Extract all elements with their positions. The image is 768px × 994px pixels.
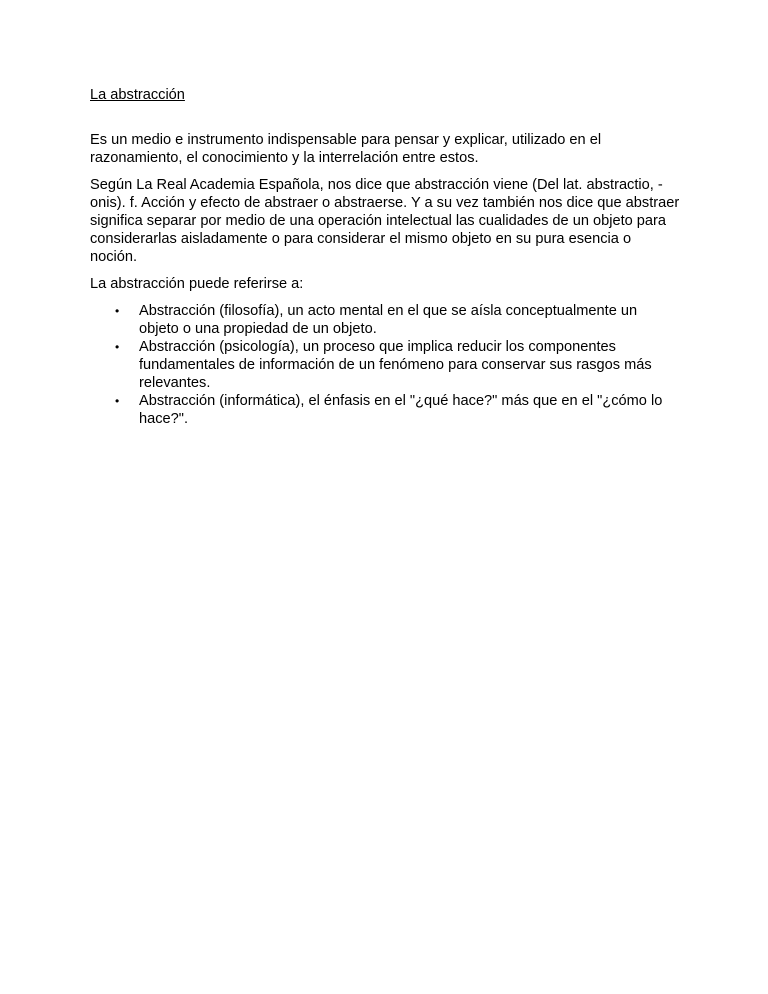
document-page [90,86,680,428]
list-item-text: Abstracción (filosofía), un acto mental en el que se aísla conceptualmente un objeto o una propiedad de un objeto. [139,303,638,337]
list-item-text: Abstracción (informática), el énfasis en el "¿qué hace?" más que en el "¿cómo lo hace?". [139,393,663,427]
bullet-icon: • [115,304,120,318]
paragraph-intro-list: La abstracción puede referirse a: [90,276,304,292]
list-item [90,338,680,392]
list-item [90,392,680,428]
document-title: La abstracción [90,87,185,103]
bullet-list [90,302,680,428]
paragraph-rae: Según La Real Academia Española, nos dice que abstracción viene (Del lat. abstractio, -onis). f. Acción y efecto de abstraer o abstraerse. Y a su vez también nos dice que abstraer significa separar por medio de una operación intelectual las cualidades de un objeto para considerarlas aisladamente o para considerar el mismo objeto en su pura esencia o noción. [90,177,680,265]
paragraph-definition: Es un medio e instrumento indispensable para pensar y explicar, utilizado en el razonamiento, el conocimiento y la interrelación entre estos. [90,132,602,166]
bullet-icon: • [115,394,120,408]
list-item-text: Abstracción (psicología), un proceso que implica reducir los componentes fundamentales de información de un fenómeno para conservar sus rasgos más relevantes. [139,339,652,391]
bullet-icon: • [115,340,120,354]
list-item [90,302,680,338]
